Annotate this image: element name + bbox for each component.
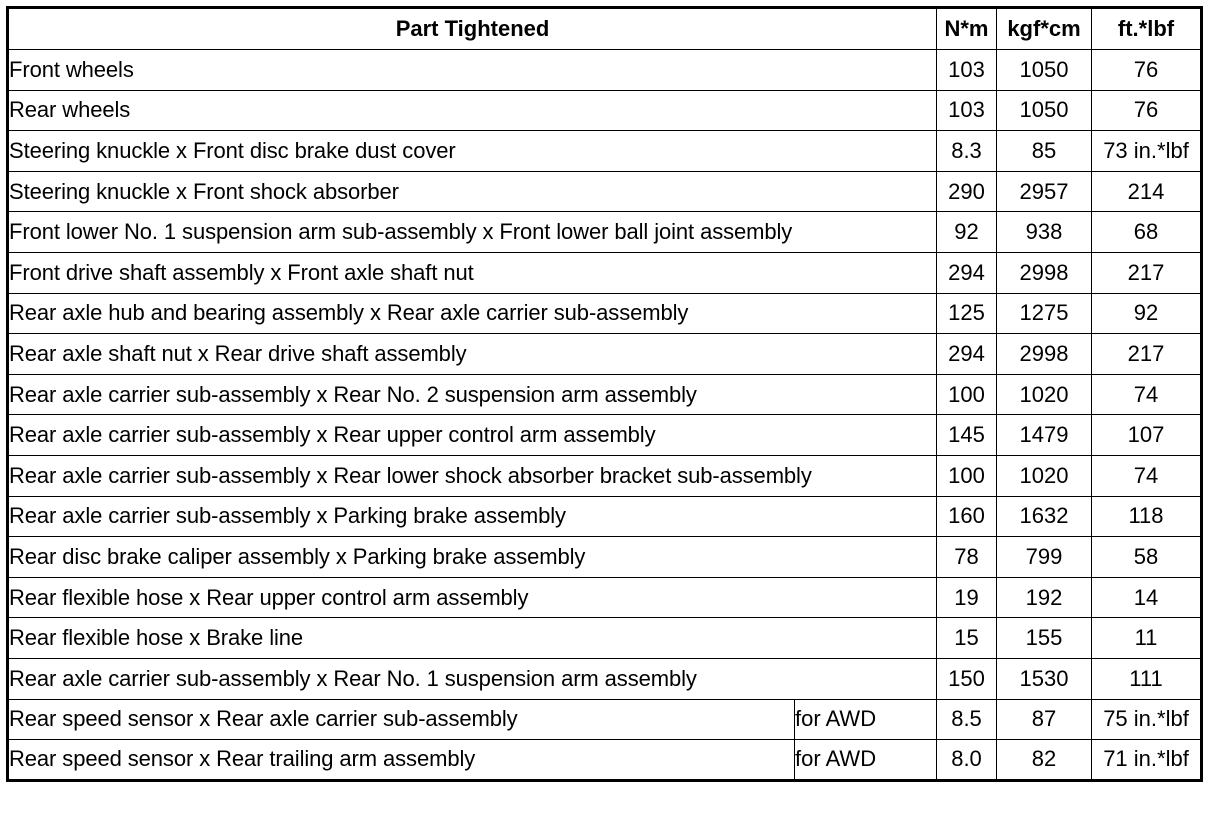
kgf-cell: 155 [997, 618, 1092, 659]
nm-cell: 145 [937, 415, 997, 456]
table-row [8, 699, 1202, 740]
nm-cell: 150 [937, 658, 997, 699]
table-row [8, 577, 1202, 618]
table-row [8, 171, 1202, 212]
nm-cell: 19 [937, 577, 997, 618]
ft-cell: 75 in.*lbf [1092, 699, 1202, 740]
ft-cell: 217 [1092, 334, 1202, 375]
part-cell: Rear flexible hose x Brake line [8, 618, 937, 659]
torque-spec-table [6, 6, 1203, 782]
table-row [8, 131, 1202, 172]
nm-cell: 290 [937, 171, 997, 212]
nm-cell: 160 [937, 496, 997, 537]
kgf-cell: 87 [997, 699, 1092, 740]
kgf-cell: 1050 [997, 50, 1092, 91]
nm-cell: 15 [937, 618, 997, 659]
ft-cell: 58 [1092, 537, 1202, 578]
part-cell: Rear axle hub and bearing assembly x Rear axle carrier sub-assembly [8, 293, 937, 334]
kgf-cell: 1530 [997, 658, 1092, 699]
part-cell: Front drive shaft assembly x Front axle shaft nut [8, 252, 937, 293]
kgf-cell: 799 [997, 537, 1092, 578]
ft-cell: 73 in.*lbf [1092, 131, 1202, 172]
header-ft-lbf: ft.*lbf [1092, 8, 1202, 50]
part-cell: Front lower No. 1 suspension arm sub-assembly x Front lower ball joint assembly [8, 212, 937, 253]
kgf-cell: 82 [997, 740, 1092, 781]
nm-cell: 103 [937, 90, 997, 131]
table-row [8, 455, 1202, 496]
table-row [8, 252, 1202, 293]
table-row [8, 212, 1202, 253]
ft-cell: 214 [1092, 171, 1202, 212]
table-row [8, 374, 1202, 415]
nm-cell: 100 [937, 455, 997, 496]
table-row [8, 740, 1202, 781]
note-cell: for AWD [795, 699, 937, 740]
kgf-cell: 85 [997, 131, 1092, 172]
part-cell: Rear axle carrier sub-assembly x Rear No. 2 suspension arm assembly [8, 374, 937, 415]
kgf-cell: 938 [997, 212, 1092, 253]
part-cell: Rear axle shaft nut x Rear drive shaft assembly [8, 334, 937, 375]
table-row [8, 496, 1202, 537]
kgf-cell: 192 [997, 577, 1092, 618]
ft-cell: 92 [1092, 293, 1202, 334]
part-cell: Rear axle carrier sub-assembly x Rear No. 1 suspension arm assembly [8, 658, 937, 699]
table-row [8, 50, 1202, 91]
table-row [8, 537, 1202, 578]
table-row [8, 618, 1202, 659]
part-cell: Steering knuckle x Front shock absorber [8, 171, 937, 212]
header-row [8, 8, 1202, 50]
table-row [8, 293, 1202, 334]
header-nm: N*m [937, 8, 997, 50]
part-cell: Rear axle carrier sub-assembly x Rear upper control arm assembly [8, 415, 937, 456]
kgf-cell: 1479 [997, 415, 1092, 456]
part-cell: Rear axle carrier sub-assembly x Rear lower shock absorber bracket sub-assembly [8, 455, 937, 496]
ft-cell: 68 [1092, 212, 1202, 253]
table-row [8, 334, 1202, 375]
kgf-cell: 2998 [997, 334, 1092, 375]
nm-cell: 8.3 [937, 131, 997, 172]
ft-cell: 11 [1092, 618, 1202, 659]
table-row [8, 90, 1202, 131]
nm-cell: 125 [937, 293, 997, 334]
table-row [8, 658, 1202, 699]
ft-cell: 217 [1092, 252, 1202, 293]
kgf-cell: 2998 [997, 252, 1092, 293]
ft-cell: 118 [1092, 496, 1202, 537]
header-kgf-cm: kgf*cm [997, 8, 1092, 50]
part-cell: Steering knuckle x Front disc brake dust cover [8, 131, 937, 172]
kgf-cell: 1020 [997, 374, 1092, 415]
part-cell: Rear wheels [8, 90, 937, 131]
ft-cell: 76 [1092, 90, 1202, 131]
nm-cell: 294 [937, 252, 997, 293]
nm-cell: 103 [937, 50, 997, 91]
table-row [8, 415, 1202, 456]
nm-cell: 8.5 [937, 699, 997, 740]
part-cell: Rear speed sensor x Rear axle carrier sub-assembly [8, 699, 795, 740]
ft-cell: 71 in.*lbf [1092, 740, 1202, 781]
ft-cell: 14 [1092, 577, 1202, 618]
kgf-cell: 1632 [997, 496, 1092, 537]
nm-cell: 8.0 [937, 740, 997, 781]
part-cell: Front wheels [8, 50, 937, 91]
kgf-cell: 1275 [997, 293, 1092, 334]
nm-cell: 78 [937, 537, 997, 578]
kgf-cell: 1050 [997, 90, 1092, 131]
part-cell: Rear disc brake caliper assembly x Parking brake assembly [8, 537, 937, 578]
nm-cell: 100 [937, 374, 997, 415]
ft-cell: 111 [1092, 658, 1202, 699]
note-cell: for AWD [795, 740, 937, 781]
header-part-tightened: Part Tightened [8, 8, 937, 50]
nm-cell: 92 [937, 212, 997, 253]
ft-cell: 107 [1092, 415, 1202, 456]
ft-cell: 74 [1092, 374, 1202, 415]
kgf-cell: 2957 [997, 171, 1092, 212]
nm-cell: 294 [937, 334, 997, 375]
ft-cell: 74 [1092, 455, 1202, 496]
ft-cell: 76 [1092, 50, 1202, 91]
part-cell: Rear speed sensor x Rear trailing arm assembly [8, 740, 795, 781]
kgf-cell: 1020 [997, 455, 1092, 496]
part-cell: Rear axle carrier sub-assembly x Parking brake assembly [8, 496, 937, 537]
part-cell: Rear flexible hose x Rear upper control arm assembly [8, 577, 937, 618]
